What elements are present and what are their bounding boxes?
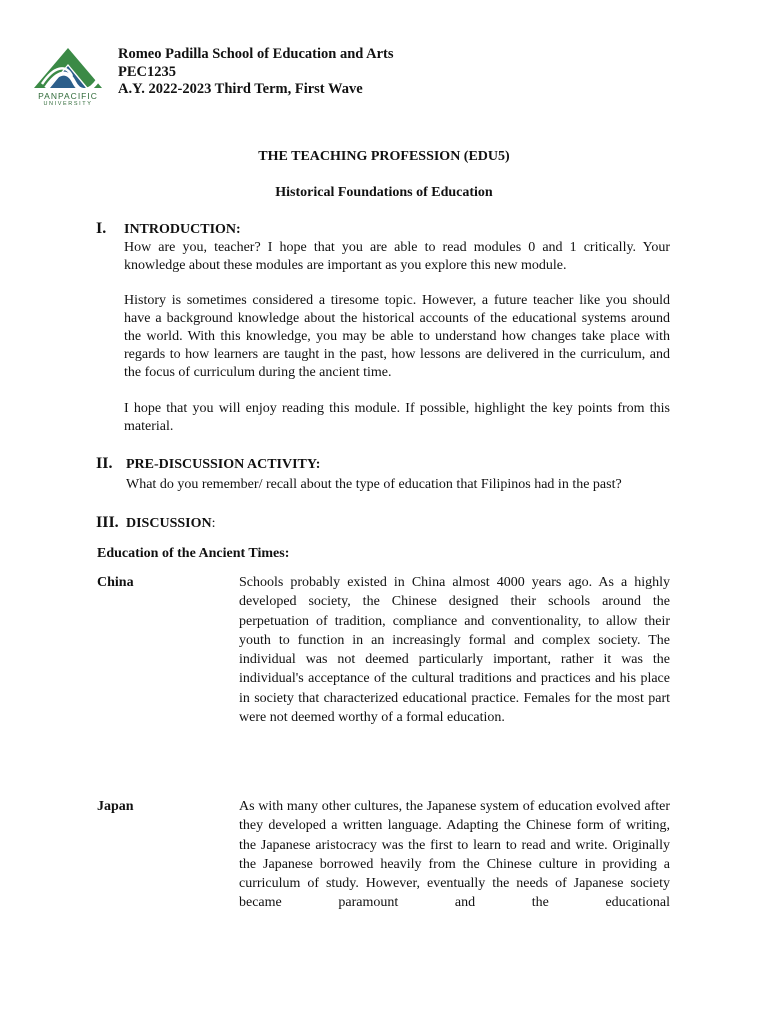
intro-paragraph: I hope that you will enjoy reading this module. If possible, highlight the key points from this material. bbox=[124, 401, 670, 434]
school-name: Romeo Padilla School of Education and Arts bbox=[118, 46, 394, 62]
course-code: PEC1235 bbox=[118, 63, 176, 80]
pre-discussion-question: What do you remember/ recall about the type of education that Filipinos had in the past? bbox=[126, 477, 622, 492]
section-heading-pre: PRE-DISCUSSION ACTIVITY: bbox=[126, 457, 321, 472]
topic-label-china: China bbox=[97, 575, 134, 590]
logo-brand: PANPACIFIC bbox=[38, 91, 98, 101]
section-number-discussion: III. bbox=[96, 514, 119, 531]
intro-paragraph: How are you, teacher? I hope that you are able to read modules 0 and 1 critically. Your knowledge about these modules are important as you explore this new module. bbox=[124, 240, 670, 273]
academic-term: A.Y. 2022-2023 Third Term, First Wave bbox=[118, 81, 363, 97]
section-number-pre: II. bbox=[96, 455, 113, 472]
section-heading-discussion-text: DISCUSSION bbox=[126, 516, 212, 531]
intro-paragraph: History is sometimes considered a tiresome topic. However, a future teacher like you should have a background knowledge about the historical accounts of the educational systems around the world. With this knowledge, you may be able to understand how changes take place with regards to how learners are taught in the past, how lessons are delivered in the curriculum, and the focus of curriculum during the ancient time. bbox=[124, 293, 670, 380]
logo-sub: UNIVERSITY bbox=[43, 101, 93, 107]
topic-text-china: Schools probably existed in China almost 4000 years ago. As a highly developed society, the Chinese designed their schools around the perpetuation of tradition, compliance and conventionality, to allow their youth to function in an increasingly formal and complex society. The individual was not deemed particularly important, rather it was the individual's acceptance of the cultural traditions and practices and his place in society that characterized educational practice. Females for the most part were not deemed worthy of a formal education. bbox=[239, 575, 670, 726]
subsection-heading: Education of the Ancient Times: bbox=[97, 546, 290, 561]
document-header bbox=[118, 46, 394, 99]
document-subtitle: Historical Foundations of Education bbox=[275, 185, 493, 200]
topic-label-japan: Japan bbox=[97, 799, 134, 814]
section-heading-colon: : bbox=[211, 516, 216, 531]
logo-wordmark bbox=[30, 92, 106, 108]
section-heading-intro: INTRODUCTION: bbox=[124, 222, 241, 237]
section-heading-discussion bbox=[126, 516, 215, 532]
topic-text-japan: As with many other cultures, the Japanese system of education evolved after they developed a written language. Adapting the Chinese form of writing, the Japanese aristocracy was the first to learn to read and write. Originally the Japanese borrowed heavily from the Chinese culture in providing a curriculum of study. However, eventually the needs of Japanese society became paramount and the educational bbox=[239, 799, 670, 911]
section-number-intro: I. bbox=[96, 220, 107, 237]
document-title: THE TEACHING PROFESSION (EDU5) bbox=[258, 149, 510, 164]
